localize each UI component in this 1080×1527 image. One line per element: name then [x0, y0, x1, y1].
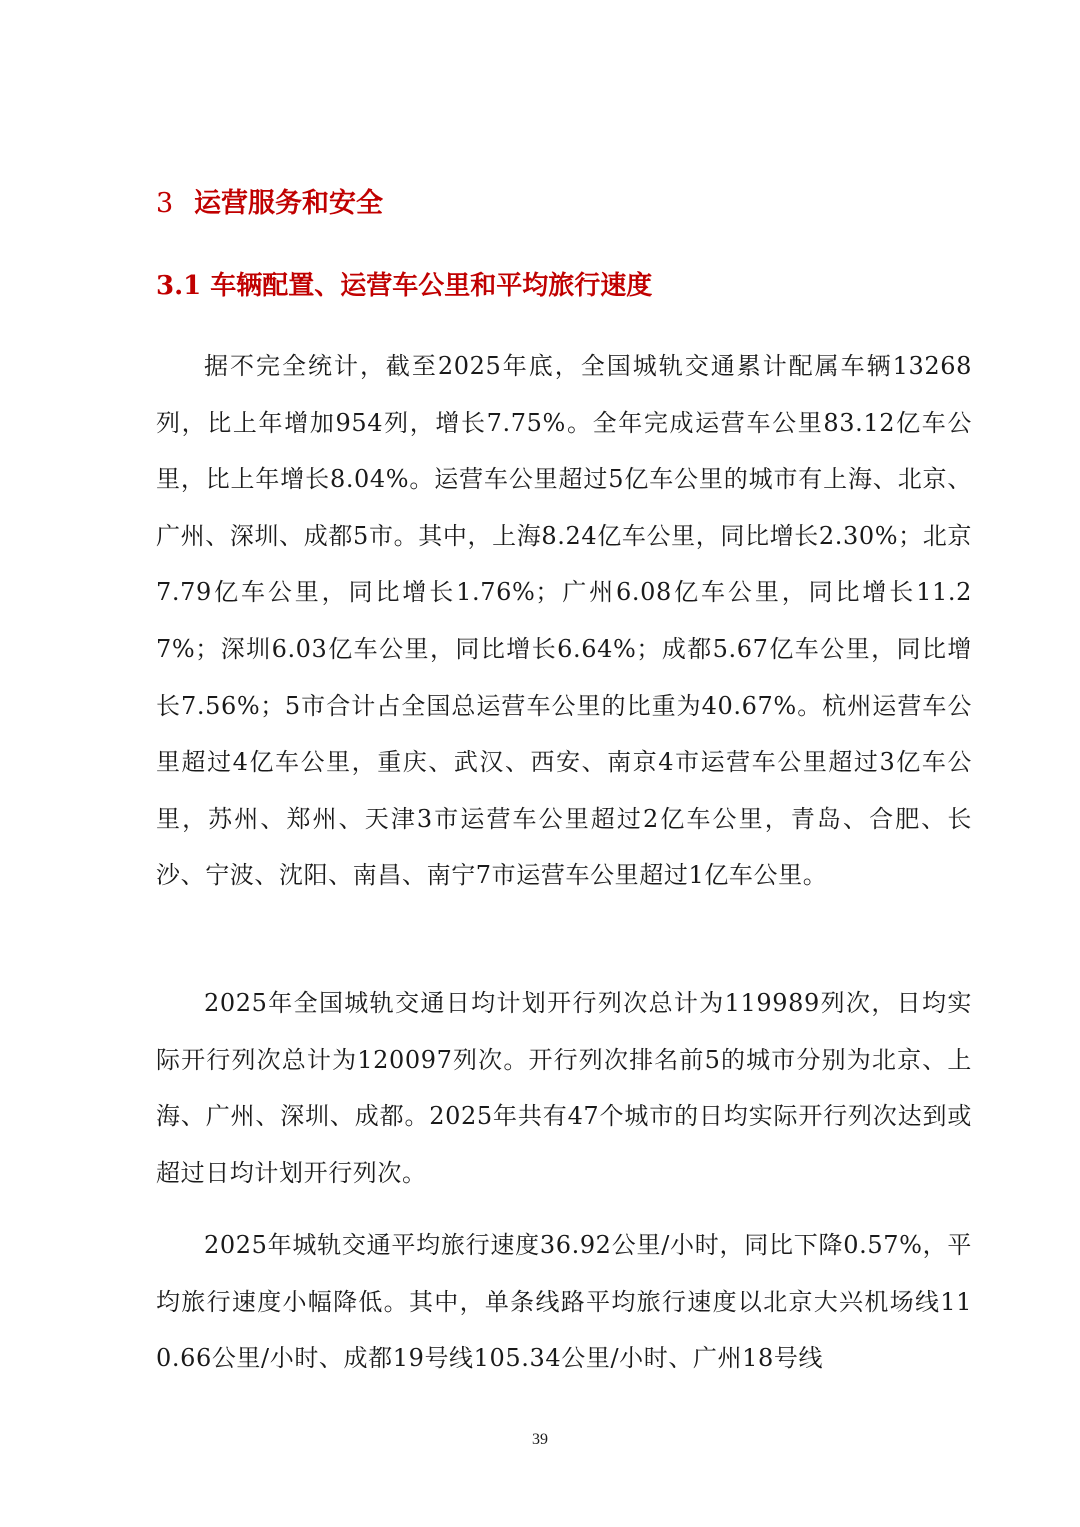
- section-title: 运营服务和安全: [194, 188, 383, 219]
- body-paragraph-2: 2025年全国城轨交通日均计划开行列次总计为119989列次，日均实际开行列次总计为120097列次。开行列次排名前5的城市分别为北京、上海、广州、深圳、成都。2025年共有47个城市的日均实际开行列次达到或超过日均计划开行列次。: [156, 989, 972, 1187]
- section-number: 3: [156, 188, 174, 219]
- body-paragraph-1: 据不完全统计，截至2025年底，全国城轨交通累计配属车辆13268列，比上年增加954列，增长7.75%。全年完成运营车公里83.12亿车公里，比上年增长8.04%。运营车公里超过5亿车公里的城市有上海、北京、广州、深圳、成都5市。其中，上海8.24亿车公里，同比增长2.30%；北京7.79亿车公里，同比增长1.76%；广州6.08亿车公里，同比增长11.27%；深圳6.03亿车公里，同比增长6.64%；成都5.67亿车公里，同比增长7.56%；5市合计占全国总运营车公里的比重为40.67%。杭州运营车公里超过4亿车公里，重庆、武汉、西安、南京4市运营车公里超过3亿车公里，苏州、郑州、天津3市运营车公里超过2亿车公里，青岛、合肥、长沙、宁波、沈阳、南昌、南宁7市运营车公里超过1亿车公里。: [156, 352, 972, 890]
- subsection-heading: 3.1 车辆配置、运营车公里和平均旅行速度: [156, 271, 653, 301]
- page-number: 39: [532, 1431, 548, 1448]
- section-heading: [156, 184, 383, 224]
- body-paragraph-3: 2025年城轨交通平均旅行速度36.92公里/小时，同比下降0.57%，平均旅行速度小幅降低。其中，单条线路平均旅行速度以北京大兴机场线110.66公里/小时、成都19号线105.34公里/小时、广州18号线: [156, 1231, 972, 1373]
